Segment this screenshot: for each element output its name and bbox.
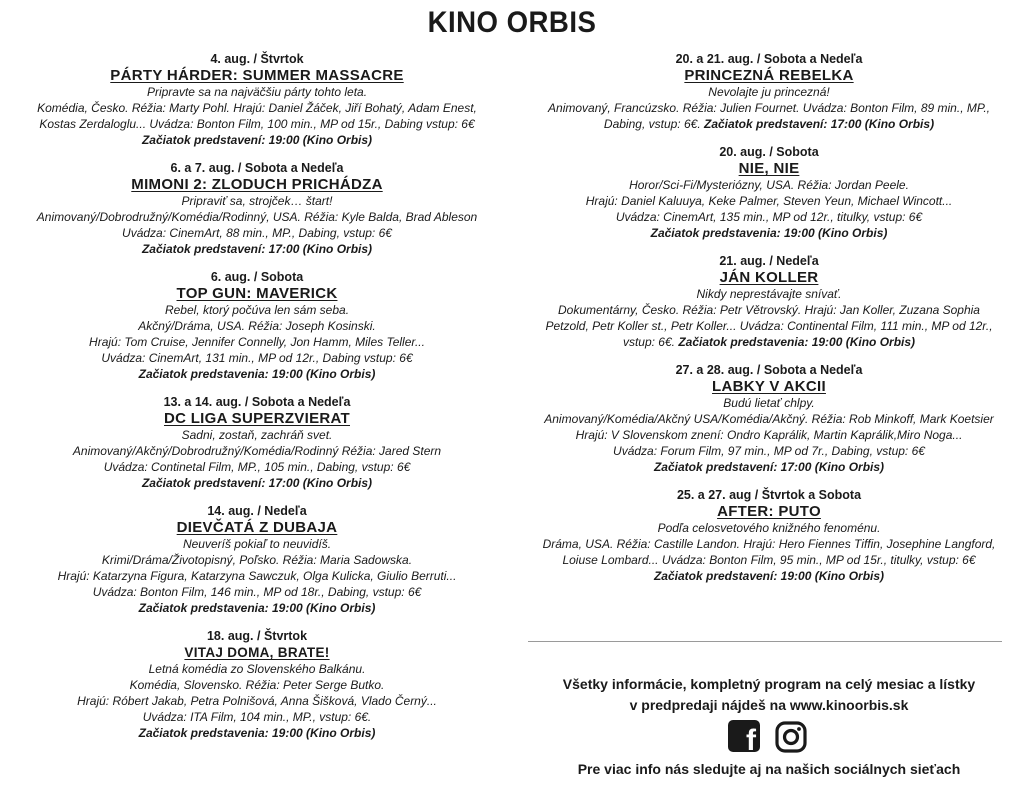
event-tagline: Letná komédia zo Slovenského Balkánu. (148, 662, 366, 676)
event-details: Horor/Sci-Fi/Mysteriózny, USA. Réžia: Jordan Peele. (629, 178, 909, 192)
event-mimoni-2 (0, 161, 514, 257)
event-princezna-rebelka (514, 52, 1024, 132)
event-date: 20. a 21. aug. / Sobota a Nedeľa (675, 52, 863, 66)
event-date: 27. a 28. aug. / Sobota a Nedeľa (675, 363, 863, 377)
event-title: DIEVČATÁ Z DUBAJA (176, 519, 338, 536)
event-date: 21. aug. / Nedeľa (719, 254, 819, 268)
social-icons (728, 720, 808, 752)
event-details: Uvádza: Continetal Film, MP., 105 min., Dabing, vstup: 6€ (103, 460, 411, 474)
event-details: Petzold, Petr Koller st., Petr Koller... Uvádza: Continental Film, 111 min., MP od 12r., (545, 319, 993, 333)
event-details: Uvádza: Forum Film, 97 min., MP od 7r., Dabing, vstup: 6€ (613, 444, 925, 458)
event-details: Krimi/Dráma/Životopisný, Poľsko. Réžia: Maria Sadowska. (101, 553, 413, 567)
event-tagline: Pripraviť sa, strojček… štart! (181, 194, 333, 208)
event-dc-liga-superzvierat (0, 395, 514, 491)
event-tagline: Nevolajte ju princezná! (708, 85, 830, 99)
event-details: Kostas Zerdaloglu... Uvádza: Bonton Film, 100 min., MP od 15r., Dabing vstup: 6€ (39, 117, 475, 131)
event-details: Dráma, USA. Réžia: Castille Landon. Hrajú: Hero Fiennes Tiffin, Josephine Langford, (542, 537, 996, 551)
event-date: 4. aug. / Štvrtok (210, 52, 304, 66)
event-start-time: Začiatok predstavení: 17:00 (Kino Orbis) (141, 476, 373, 490)
event-labky-v-akcii (514, 363, 1024, 475)
event-tagline: Budú lietať chlpy. (723, 396, 815, 410)
event-party-harder (0, 52, 514, 148)
right-column (514, 52, 1024, 597)
event-start-time: Začiatok predstavení: 17:00 (Kino Orbis) (141, 242, 373, 256)
event-details: Animovaný/Komédia/Akčný USA/Komédia/Akčný. Réžia: Rob Minkoff, Mark Koetsier (544, 412, 994, 426)
info-line-website: v predpredaji nájdeš na www.kinoorbis.sk (629, 697, 909, 713)
event-tagline: Rebel, ktorý počúva len sám seba. (164, 303, 350, 317)
left-column (0, 52, 514, 754)
event-start-time: Začiatok predstavenia: 19:00 (Kino Orbis) (678, 335, 916, 349)
follow-us-text: Pre viac info nás sledujte aj na našich sociálnych sieťach (577, 761, 961, 777)
event-details-with-start (514, 116, 1024, 132)
event-details: Uvádza: Bonton Film, 146 min., MP od 18r., Dabing, vstup: 6€ (92, 585, 422, 599)
event-details: Animovaný/Akčný/Dobrodružný/Komédia/Rodinný Réžia: Jared Stern (72, 444, 442, 458)
event-details: Hrajú: Tom Cruise, Jennifer Connelly, Jon Hamm, Miles Teller... (89, 335, 425, 349)
event-details: Animovaný/Dobrodružný/Komédia/Rodinný, USA. Réžia: Kyle Balda, Brad Ableson (36, 210, 478, 224)
event-start-time: Začiatok predstavení: 17:00 (Kino Orbis) (704, 117, 935, 131)
event-start-time: Začiatok predstavenia: 19:00 (Kino Orbis) (650, 226, 888, 240)
event-date: 6. a 7. aug. / Sobota a Nedeľa (170, 161, 344, 175)
event-tagline: Neuveríš pokiaľ to neuvidíš. (182, 537, 332, 551)
event-start-time: Začiatok predstavenia: 19:00 (Kino Orbis) (138, 601, 376, 615)
event-top-gun-maverick (0, 270, 514, 382)
event-details: Hrajú: V Slovenskom znení: Ondro Kaprálik, Martin Kaprálik,Miro Noga... (575, 428, 963, 442)
event-title: PÁRTY HÁRDER: SUMMER MASSACRE (110, 67, 404, 84)
event-start-time: Začiatok predstavení: 19:00 (Kino Orbis) (653, 569, 885, 583)
event-tagline: Podľa celosvetového knižného fenoménu. (657, 521, 881, 535)
event-details: Hrajú: Daniel Kaluuya, Keke Palmer, Steven Yeun, Michael Wincott... (585, 194, 953, 208)
event-start-time: Začiatok predstavení: 19:00 (Kino Orbis) (141, 133, 373, 147)
event-details: Hrajú: Róbert Jakab, Petra Polnišová, Anna Šišková, Vlado Černý... (77, 694, 437, 708)
event-tagline: Sadni, zostaň, zachráň svet. (181, 428, 333, 442)
event-date: 14. aug. / Nedeľa (207, 504, 307, 518)
info-line: Všetky informácie, kompletný program na celý mesiac a lístky (562, 676, 976, 692)
page-title: KINO ORBIS (427, 6, 597, 39)
event-title: LABKY V AKCII (712, 378, 826, 395)
instagram-icon[interactable] (774, 720, 808, 754)
event-title: DC LIGA SUPERZVIERAT (163, 410, 350, 427)
event-details-with-start (514, 334, 1024, 350)
event-start-time: Začiatok predstavenia: 19:00 (Kino Orbis) (138, 367, 376, 381)
event-vitaj-doma-brate (0, 629, 514, 741)
event-title: MIMONI 2: ZLODUCH PRICHÁDZA (131, 176, 383, 193)
event-nie-nie (514, 145, 1024, 241)
event-details: Dokumentárny, Česko. Réžia: Petr Větrovský. Hrajú: Jan Koller, Zuzana Sophia (558, 303, 980, 317)
event-tagline: Nikdy neprestávajte snívať. (696, 287, 842, 301)
event-details-tail: Dabing, vstup: 6€. (603, 117, 701, 131)
event-after-puto (514, 488, 1024, 584)
event-title: NIE, NIE (738, 160, 800, 177)
event-title: AFTER: PUTO (717, 503, 821, 520)
event-start-time: Začiatok predstavení: 17:00 (Kino Orbis) (653, 460, 885, 474)
event-details: Uvádza: CinemArt, 88 min., MP., Dabing, vstup: 6€ (122, 226, 392, 240)
event-title: PRINCEZNÁ REBELKA (684, 67, 854, 84)
event-details: Loiuse Lombard... Uvádza: Bonton Film, 95 min., MP od 15r., titulky, vstup: 6€ (562, 553, 976, 567)
event-details: Komédia, Česko. Réžia: Marty Pohl. Hrajú: Daniel Žáček, Jiří Bohatý, Adam Enest, (37, 101, 477, 115)
event-title: VITAJ DOMA, BRATE! (184, 645, 330, 660)
event-details: Animovaný, Francúzsko. Réžia: Julien Fournet. Uvádza: Bonton Film, 89 min., MP., (548, 101, 990, 115)
event-date: 6. aug. / Sobota (210, 270, 304, 284)
event-details: Uvádza: CinemArt, 135 min., MP od 12r., titulky, vstup: 6€ (615, 210, 923, 224)
event-jan-koller (514, 254, 1024, 350)
event-details: Uvádza: CinemArt, 131 min., MP od 12r., Dabing vstup: 6€ (101, 351, 413, 365)
event-title: TOP GUN: MAVERICK (176, 285, 338, 302)
event-details: Hrajú: Katarzyna Figura, Katarzyna Sawczuk, Olga Kulicka, Giulio Berruti... (57, 569, 457, 583)
info-block (514, 674, 1024, 716)
event-date: 18. aug. / Štvrtok (206, 629, 308, 643)
event-details: Akčný/Dráma, USA. Réžia: Joseph Kosinski. (138, 319, 376, 333)
event-title: JÁN KOLLER (719, 269, 819, 286)
event-date: 25. a 27. aug / Štvrtok a Sobota (676, 488, 862, 502)
event-tagline: Pripravte sa na najväčšiu párty tohto leta. (146, 85, 368, 99)
event-date: 20. aug. / Sobota (719, 145, 819, 159)
event-dievcata-z-dubaja (0, 504, 514, 616)
facebook-icon[interactable]: f (728, 720, 760, 752)
event-details: Komédia, Slovensko. Réžia: Peter Serge Butko. (129, 678, 385, 692)
event-details-tail: vstup: 6€. (622, 335, 675, 349)
event-start-time: Začiatok predstavenia: 19:00 (Kino Orbis) (138, 726, 376, 740)
event-details: Uvádza: ITA Film, 104 min., MP., vstup: 6€. (142, 710, 372, 724)
footer-divider (528, 641, 1002, 642)
event-date: 13. a 14. aug. / Sobota a Nedeľa (163, 395, 351, 409)
